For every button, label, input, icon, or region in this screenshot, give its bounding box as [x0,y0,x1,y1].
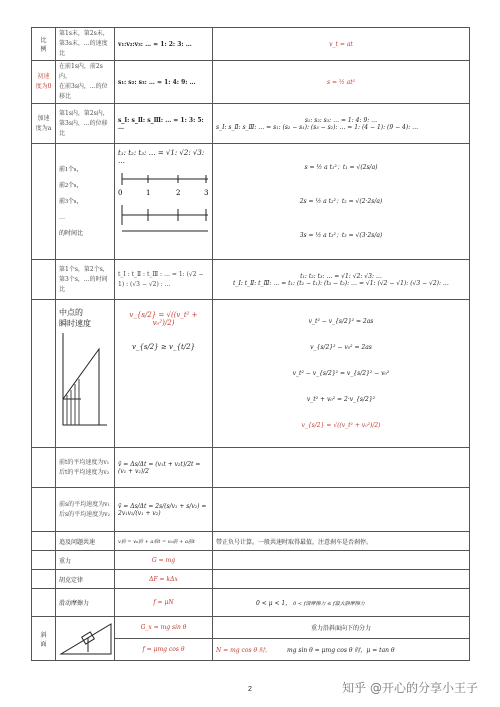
derivation-cell [213,551,470,570]
empty-cell [32,570,56,589]
section-label-incline: 斜 面 [32,617,56,661]
condition-cell: 胡克定律 [56,570,115,589]
table-row [32,104,470,144]
derivation-cell: 0 < μ < 1， 0 < f滑摩擦力 ≤ f最大静摩擦力 [213,589,470,617]
condition-cell: 前s的平均速度为v₁ 后s的平均速度为v₂ [56,488,115,532]
condition-cell: 前t的平均速度为v₁ 后t的平均速度为v₂ [56,448,115,488]
incline-diagram-cell [56,617,115,661]
condition-cell: 中点的 瞬时速度 [56,300,115,448]
section-label-ratio: 比 例 [32,28,56,61]
derivation-cell: 带正负号计算。一般共速时取得最值，注意刹车是否刹停。 [213,532,470,551]
formula-cell: v̄ = Δs/Δt = 2s/(s/v₁ + s/v₂) = 2v₁v₂/(v₁ + v₂) [115,488,213,532]
formula-cell: G = mg [115,551,213,570]
time-axis-diagram [118,165,210,245]
sub-label: 初速度为0 [32,61,56,104]
svg-text:2: 2 [176,189,181,197]
formula-cell: f = μmg cos θ [115,639,213,661]
formula-cell: t₁: t₂: t₃: … = √1: √2: √3: … 0 1 2 3 [115,144,213,260]
formula-cell: v₁:v₂:v₃: … = 1: 2: 3: … [115,28,213,61]
empty-cell [32,144,56,260]
watermark: 知乎 @开心的分享小王子 [342,681,478,695]
formula-cell: f = μN [115,589,213,617]
table-row [32,260,470,300]
derivation-cell: v_t = at [213,28,470,61]
page-number: 2 [248,686,252,693]
formula-cell: s₁: s₂: s₃: … = 1: 4: 9: … [115,61,213,104]
table-row [32,532,470,551]
condition-cell: 在前1s内，前2s内， 在前3s内，...的位移比 [56,61,115,104]
table-row [32,61,470,104]
svg-text:1: 1 [146,189,151,197]
empty-cell [32,300,56,448]
table-row [32,300,470,448]
incline-diagram [59,620,113,656]
derivation-cell [213,448,470,488]
formula-cell: t_Ⅰ : t_Ⅱ : t_Ⅲ : … = 1: (√2 − 1) : (√3 − √2) : … [115,260,213,300]
condition-cell: 重力 [56,551,115,570]
table-row [32,144,470,260]
derivation-cell: s = ½ at² [213,61,470,104]
derivation-cell [213,488,470,532]
derivation-cell: v_t² − v_{s/2}² = 2as v_{s/2}² − v₀² = 2as v_t² − v_{s/2}² = v_{s/2}² − v₀² v_t² + v₀² = 2·v_{s/2}² v_{s/2} = √((v_t² + v₀²)/2) [213,300,470,448]
empty-cell [32,551,56,570]
table-row [32,448,470,488]
condition-cell: 第1s内，第2s内， 第3s内，...的位移比 [56,104,115,144]
empty-cell [32,488,56,532]
formula-cell: G_x = mg sin θ [115,617,213,639]
svg-text:0: 0 [118,189,123,197]
condition-cell: 第1s末，第2s末， 第3s末，...的速度比 [56,28,115,61]
empty-cell [32,589,56,617]
table-row [32,551,470,570]
derivation-cell: s = ½ a t₁²；t₁ = √(2s/a) 2s = ½ a t₂²；t₂ = √(2·2s/a) 3s = ½ a t₃²；t₃ = √(3·2s/a) [213,144,470,260]
formula-table [31,27,470,661]
formula-cell: s_Ⅰ: s_Ⅱ: s_Ⅲ: … = 1: 3: 5: … [115,104,213,144]
condition-cell: 滑动摩擦力 [56,589,115,617]
condition-cell: 第1个s，第2个s， 第3个s，...的时间比 [56,260,115,300]
derivation-cell [213,570,470,589]
condition-cell: 前1个s， 前2个s， 前3个s， … 的时间比 [56,144,115,260]
derivation-cell: 重力沿斜面向下的分力 [213,617,470,639]
table-row [32,488,470,532]
formula-cell: v̄ = Δs/Δt = (v₁t + v₂t)/2t = (v₁ + v₂)/2 [115,448,213,488]
empty-cell [32,448,56,488]
table-row [32,28,470,61]
formula-cell: v后 = v₀后 + a后t = v₀前 + a前t [115,532,213,551]
condition-cell: 追及问题共速 [56,532,115,551]
empty-cell [32,260,56,300]
vt-graph-diagram [59,329,109,429]
derivation-cell: t₁: t₂: t₃: … = √1: √2: √3: … t_Ⅰ: t_Ⅱ: t_Ⅲ: … = t₁: (t₂ − t₁): (t₃ − t₂): … = √1: (√2 − √1): (√3 − √2): … [213,260,470,300]
derivation-cell: N = mg cos θ 时。 mg sin θ = μmg cos θ 时，μ = tan θ [213,639,470,661]
sub-label: 加速度为a [32,104,56,144]
table-row [32,589,470,617]
svg-text:3: 3 [204,189,209,197]
formula-cell: v_{s/2} = √((v_t² + v₀²)/2) v_{s/2} ≥ v_{t/2} [115,300,213,448]
empty-cell [32,532,56,551]
table-row [32,617,470,639]
formula-cell: ΔF = kΔx [115,570,213,589]
derivation-cell: s₁: s₂: s₃: … = 1: 4: 9: … s_Ⅰ: s_Ⅱ: s_Ⅲ: … = s₁: (s₂ − s₁): (s₃ − s₂): … = 1: (4 − 1): (9 − 4): … [213,104,470,144]
table-row [32,570,470,589]
